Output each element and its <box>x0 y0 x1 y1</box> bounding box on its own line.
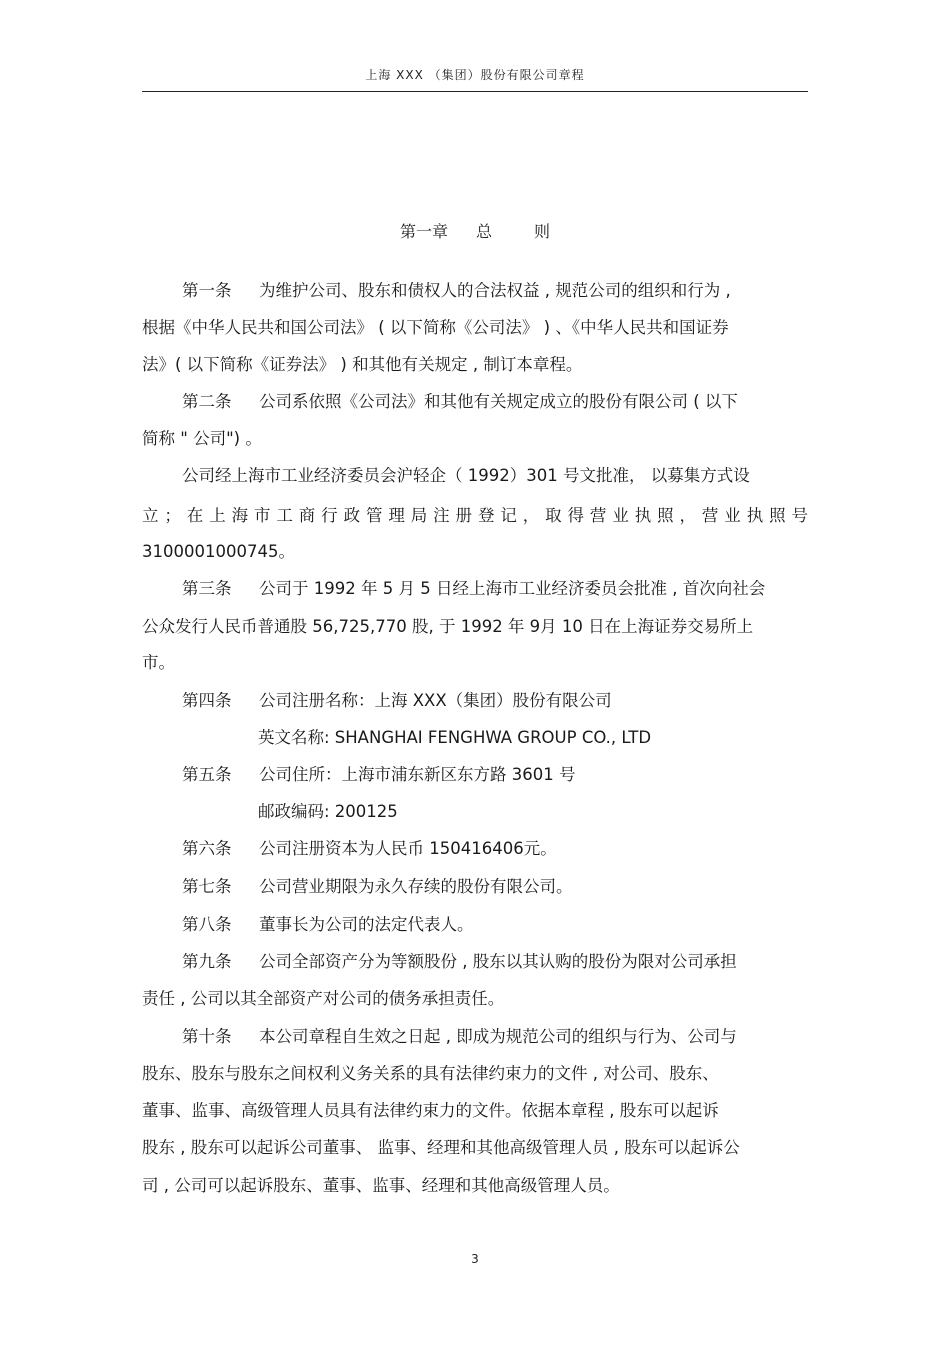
article-label: 第二条 <box>182 392 232 411</box>
article-7-line-1 <box>182 876 808 898</box>
article-text: 公司全部资产分为等额股份 , 股东以其认购的股份为限对公司承担 <box>259 952 737 971</box>
article-label: 第六条 <box>182 839 232 858</box>
article-8-line-1 <box>182 914 808 936</box>
article-3-line-1 <box>182 578 808 600</box>
chapter-number: 第一章 <box>399 222 448 241</box>
article-label: 第一条 <box>182 281 232 300</box>
article-label: 第十条 <box>182 1027 232 1046</box>
article-2-para-2-line-3: 3100001000745。 <box>142 542 295 561</box>
header-divider <box>142 91 808 92</box>
article-text: 为维护公司、股东和债权人的合法权益 , 规范公司的组织和行为 , <box>259 281 731 300</box>
article-6-line-1 <box>182 838 808 860</box>
article-5-line-1 <box>182 764 808 786</box>
article-10-line-1 <box>182 1026 808 1048</box>
article-text: 本公司章程自生效之日起 , 即成为规范公司的组织与行为、公司与 <box>259 1027 737 1046</box>
article-text: 公司注册资本为人民币 150416406元。 <box>259 839 557 858</box>
article-label: 第七条 <box>182 877 232 896</box>
article-text: 公司注册名称：上海 XXX（集团）股份有限公司 <box>259 691 612 710</box>
article-text: 董事长为公司的法定代表人。 <box>259 915 474 934</box>
article-2-para-2-line-1: 公司经上海市工业经济委员会沪轻企（ 1992）301 号文批准， 以募集方式设 <box>182 466 750 485</box>
article-text: 公司系依照《公司法》和其他有关规定成立的股份有限公司 ( 以下 <box>259 392 738 411</box>
article-1-line-1 <box>182 280 808 302</box>
article-4-line-1 <box>182 690 808 712</box>
running-header: 上海 XXX （集团）股份有限公司章程 <box>365 68 585 82</box>
article-2-para-2-line-2: 立；在上海市工商行政管理局注册登记，取得营业执照，营业执照号 <box>142 506 808 525</box>
chapter-title <box>142 219 808 242</box>
article-label: 第九条 <box>182 952 232 971</box>
article-5-postcode: 邮政编码: 200125 <box>258 802 398 821</box>
chapter-word-1: 总 <box>475 222 492 241</box>
article-2-line-1 <box>182 391 808 413</box>
article-9-line-1 <box>182 951 808 973</box>
article-text: 公司于 1992 年 5 月 5 日经上海市工业经济委员会批准 , 首次向社会 <box>259 579 766 598</box>
article-3-line-3: 市。 <box>142 653 175 672</box>
page-number: 3 <box>471 1252 479 1266</box>
article-text: 公司营业期限为永久存续的股份有限公司。 <box>259 877 573 896</box>
article-1-line-3: 法》( 以下简称《证券法》 ) 和其他有关规定 , 制订本章程。 <box>142 355 583 374</box>
article-10-line-5: 司 , 公司可以起诉股东、董事、监事、经理和其他高级管理人员。 <box>142 1176 620 1195</box>
article-4-english-name: 英文名称: SHANGHAI FENGHWA GROUP CO., LTD <box>258 728 652 747</box>
article-2-line-2: 简称 " 公司") 。 <box>142 429 262 448</box>
article-1-line-2: 根据《中华人民共和国公司法》 ( 以下简称《公司法》 ) 、《中华人民共和国证券 <box>142 318 729 337</box>
article-3-line-2: 公众发行人民币普通股 56,725,770 股, 于 1992 年 9月 10 日在上海证券交易所上 <box>142 617 754 636</box>
article-10-line-3: 董事、监事、高级管理人员具有法律约束力的文件。依据本章程 , 股东可以起诉 <box>142 1101 719 1120</box>
chapter-word-2: 则 <box>534 222 551 241</box>
article-text: 公司住所：上海市浦东新区东方路 3601 号 <box>259 765 576 784</box>
article-label: 第三条 <box>182 579 232 598</box>
article-label: 第五条 <box>182 765 232 784</box>
article-label: 第八条 <box>182 915 232 934</box>
article-label: 第四条 <box>182 691 232 710</box>
article-9-line-2: 责任 , 公司以其全部资产对公司的债务承担责任。 <box>142 989 505 1008</box>
article-10-line-2: 股东、股东与股东之间权利义务关系的具有法律约束力的文件 , 对公司、股东、 <box>142 1064 719 1083</box>
article-10-line-4: 股东 , 股东可以起诉公司董事、 监事、经理和其他高级管理人员 , 股东可以起诉公 <box>142 1138 740 1157</box>
